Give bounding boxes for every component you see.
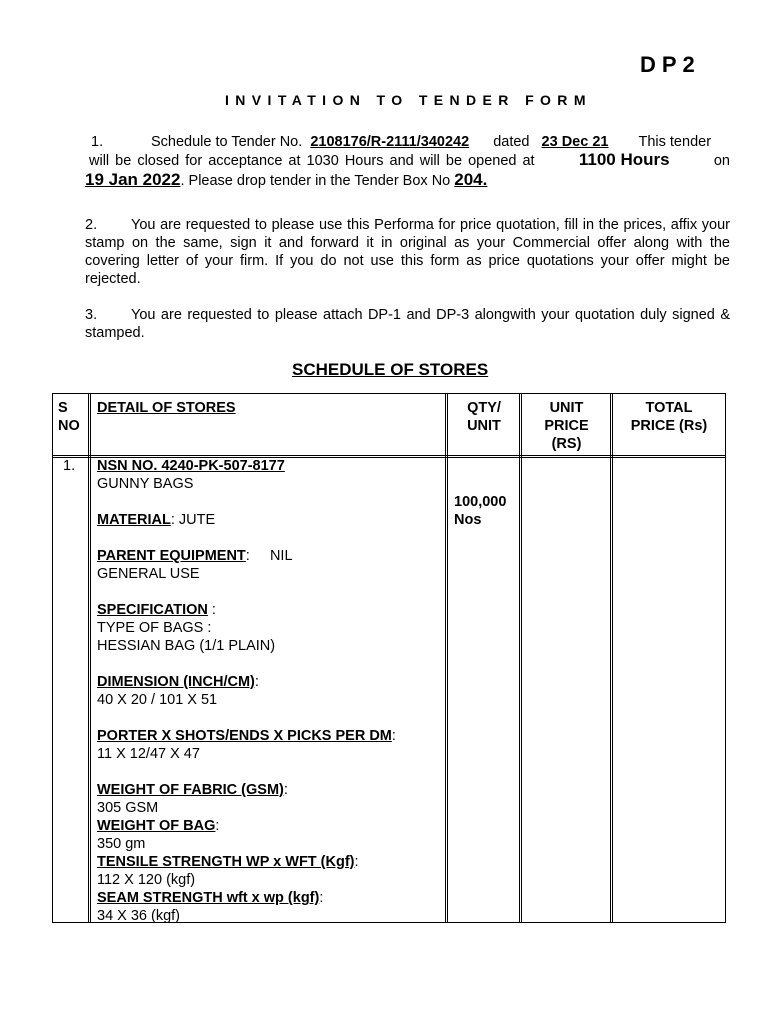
tensile-label: TENSILE STRENGTH WP x WFT (Kgf) xyxy=(97,854,355,870)
para-1-number: 1. xyxy=(91,134,104,150)
header-unit-line-2: PRICE xyxy=(544,418,589,434)
schedule-heading: SCHEDULE OF STORES xyxy=(292,360,489,379)
tensile-line xyxy=(97,853,442,871)
form-code: DP2 xyxy=(640,52,701,77)
header-sno-line-1: S xyxy=(58,400,68,416)
header-total-line-2: PRICE (Rs) xyxy=(630,418,708,434)
fabric-weight-colon: : xyxy=(283,782,288,798)
bag-weight-value: 350 gm xyxy=(97,836,146,852)
total-price-entry[interactable] xyxy=(614,460,724,920)
para-1-text-b: dated xyxy=(493,134,530,150)
fabric-weight-value: 305 GSM xyxy=(97,800,159,816)
fabric-weight-line xyxy=(97,781,442,799)
para-3-number: 3. xyxy=(85,307,98,323)
seam-line xyxy=(97,889,442,907)
row-quantity xyxy=(454,493,506,529)
parent-equipment-line xyxy=(97,547,442,565)
header-qty-line-1: QTY/ xyxy=(467,400,501,416)
paragraph-3 xyxy=(85,306,730,342)
material-label: MATERIAL xyxy=(97,512,171,528)
specification-colon: : xyxy=(207,602,216,618)
parent-equipment-label: PARENT EQUIPMENT xyxy=(97,548,246,564)
header-qty-line-2: UNIT xyxy=(467,418,501,434)
quantity-unit: Nos xyxy=(454,512,482,528)
header-unit-price xyxy=(522,399,611,453)
header-total-line-1: TOTAL xyxy=(645,400,693,416)
material-value: : JUTE xyxy=(170,512,216,528)
seam-value: 34 X 36 (kgf) xyxy=(97,908,181,924)
bag-weight-label: WEIGHT OF BAG xyxy=(97,818,216,834)
col-divider-3b xyxy=(521,393,522,923)
dimension-line xyxy=(97,673,442,691)
para-1-text-d: will be closed for acceptance at 1030 Hours and will be opened at xyxy=(89,153,535,169)
dimension-label: DIMENSION (INCH/CM) xyxy=(97,674,255,690)
item-name: GUNNY BAGS xyxy=(97,476,194,492)
header-qty xyxy=(448,399,520,435)
dimension-value: 40 X 20 / 101 X 51 xyxy=(97,692,218,708)
specification-value: HESSIAN BAG (1/1 PLAIN) xyxy=(97,638,276,654)
tender-box-number: 204. xyxy=(454,170,488,189)
opening-date: 19 Jan 2022 xyxy=(85,170,181,189)
dimension-colon: : xyxy=(254,674,259,690)
para-1-text-e: on xyxy=(713,153,730,169)
col-divider-2 xyxy=(445,393,446,923)
paragraph-1 xyxy=(85,133,730,190)
quantity-value: 100,000 xyxy=(454,494,507,510)
col-divider-1 xyxy=(88,393,89,923)
header-unit-line-3: (RS) xyxy=(551,436,582,452)
row-detail xyxy=(97,457,442,925)
nsn-number: NSN NO. 4240-PK-507-8177 xyxy=(97,458,285,474)
unit-price-entry[interactable] xyxy=(523,460,609,920)
parent-equipment-use: GENERAL USE xyxy=(97,566,200,582)
col-divider-4b xyxy=(612,393,613,923)
para-3-text: You are requested to please attach DP-1 and DP-3 alongwith your quotation duly signed & stamped. xyxy=(85,307,730,341)
col-divider-1b xyxy=(90,393,91,923)
porter-colon: : xyxy=(391,728,396,744)
para-1-text-f: . Please drop tender in the Tender Box No xyxy=(180,173,451,189)
header-sno xyxy=(58,399,80,435)
header-detail: DETAIL OF STORES xyxy=(97,400,236,416)
material-line xyxy=(97,511,442,529)
porter-line xyxy=(97,727,442,745)
bag-weight-colon: : xyxy=(215,818,220,834)
tensile-value: 112 X 120 (kgf) xyxy=(97,872,196,888)
row-sno: 1. xyxy=(63,458,76,474)
porter-value: 11 X 12/47 X 47 xyxy=(97,746,200,762)
porter-label: PORTER X SHOTS/ENDS X PICKS PER DM xyxy=(97,728,392,744)
table-border-right xyxy=(725,393,726,923)
table-border-left xyxy=(52,393,53,923)
parent-equipment-value: : NIL xyxy=(245,548,293,564)
col-divider-4 xyxy=(610,393,611,923)
specification-type: TYPE OF BAGS : xyxy=(97,620,212,636)
opening-time: 1100 Hours xyxy=(578,150,670,169)
paragraph-2 xyxy=(85,216,730,288)
table-border-top xyxy=(52,393,726,394)
seam-label: SEAM STRENGTH wft x wp (kgf) xyxy=(97,890,320,906)
seam-colon: : xyxy=(319,890,324,906)
form-title: INVITATION TO TENDER FORM xyxy=(225,92,592,108)
tender-number: 2108176/R-2111/340242 xyxy=(310,134,470,150)
tensile-colon: : xyxy=(354,854,359,870)
bag-weight-line xyxy=(97,817,442,835)
col-divider-2b xyxy=(447,393,448,923)
table-header-divider xyxy=(52,455,726,456)
fabric-weight-label: WEIGHT OF FABRIC (GSM) xyxy=(97,782,284,798)
header-unit-line-1: UNIT xyxy=(549,400,584,416)
para-1-text-c: This tender xyxy=(638,134,712,150)
specification-line xyxy=(97,601,442,619)
col-divider-3 xyxy=(519,393,520,923)
header-total-price xyxy=(613,399,725,435)
header-sno-line-2: NO xyxy=(58,418,80,434)
para-2-text: You are requested to please use this Performa for price quotation, fill in the prices, affix your stamp on the same, sign it and forward it in original as your Commercial offer along with the covering letter of your firm. If you do not use this form as price quotations your offer might be rejected. xyxy=(85,217,730,287)
para-2-number: 2. xyxy=(85,217,98,233)
tender-date: 23 Dec 21 xyxy=(541,134,609,150)
specification-label: SPECIFICATION xyxy=(97,602,208,618)
para-1-text-a: Schedule to Tender No. xyxy=(151,134,303,150)
